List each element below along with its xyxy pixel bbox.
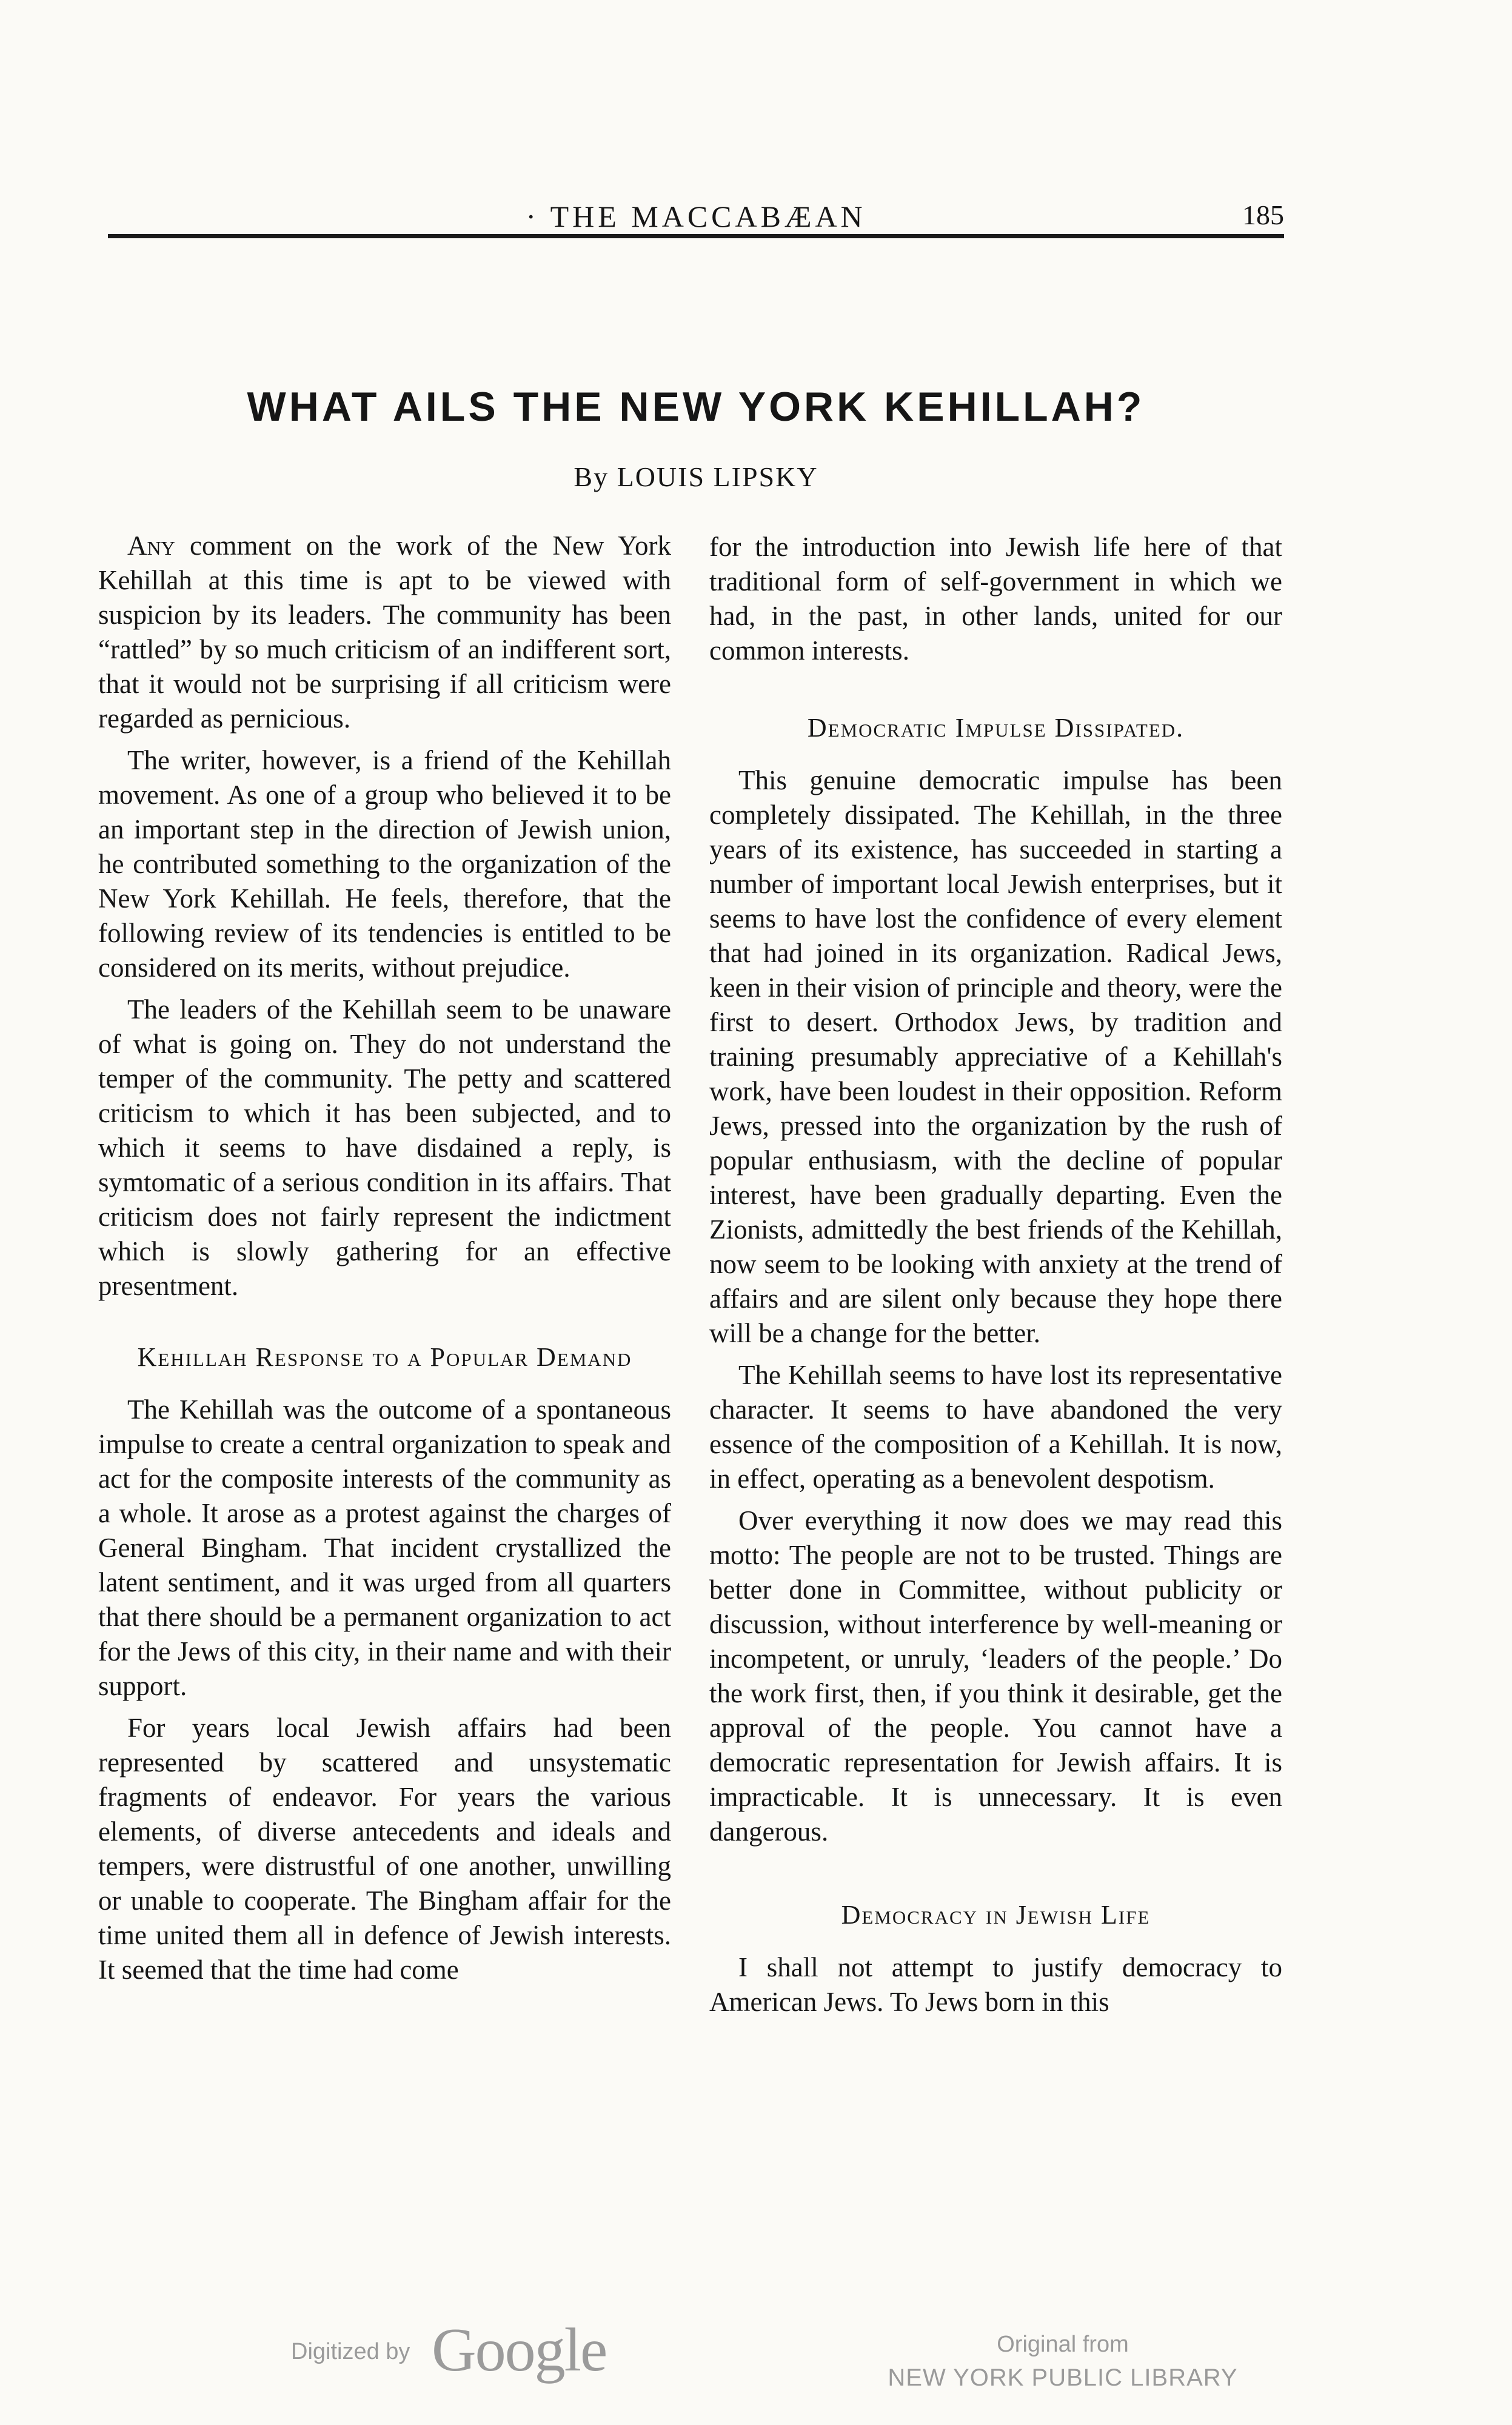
paragraph-text: comment on the work of the New York Kehillah at this time is apt to be viewed with suspicion by its leaders. The community has been “rattled” by so much criticism of an indifferent sort, that it would not be surprising if all criticism were regarded as pernicious. bbox=[98, 530, 671, 734]
header-rule bbox=[108, 234, 1284, 238]
library-name: NEW YORK PUBLIC LIBRARY bbox=[888, 2364, 1238, 2391]
original-from-label: Original from bbox=[997, 2332, 1129, 2357]
byline: By LOUIS LIPSKY bbox=[574, 461, 818, 492]
page-number: 185 bbox=[1242, 199, 1284, 230]
article-title: WHAT AILS THE NEW YORK KEHILLAH? bbox=[247, 384, 1145, 430]
paragraph: The Kehillah was the outcome of a spontaneous impulse to create a central organization to speak and act for the composite interests of the community as a whole. It arose as a protest against the charges of General Bingham. That incident crystallized the latent sentiment, and it was urged from all quarters that there should be a permanent organization to act for the Jews of this city, in their name and with their support. bbox=[98, 1394, 671, 1701]
section-heading: Democratic Impulse Dissipated. bbox=[807, 713, 1185, 743]
left-column bbox=[98, 529, 671, 1995]
paragraph: The writer, however, is a friend of the Kehillah movement. As one of a group who believed it to be an important step in the direction of Jewish union, he contributed something to the organization of the New York Kehillah. He feels, therefore, that the following review of its tendencies is entitled to be considered on its merits, without prejudice. bbox=[98, 745, 671, 983]
digitized-by-label: Digitized by bbox=[291, 2339, 410, 2364]
lead-word: Any bbox=[127, 530, 175, 561]
journal-title: · THE MACCABÆAN bbox=[526, 199, 866, 233]
paragraph: Over everything it now does we may read this motto: The people are not to be trusted. Things are better done in Committee, without publicity or discussion, without interference by well-meaning or incompetent, or unruly, ‘leaders of the people.’ Do the work first, then, if you think it desirable, get the approval of the people. You cannot have a democratic representation for Jewish affairs. It is impracticable. It is unnecessary. It is even dangerous. bbox=[709, 1505, 1282, 1847]
paragraph: The leaders of the Kehillah seem to be unaware of what is going on. They do not understand the temper of the community. The petty and scattered criticism to which it has been subjected, and to which it seems to have disdained a reply, is symtomatic of a serious condition in its affairs. That criticism does not fairly represent the indictment which is slowly gathering for an effective presentment. bbox=[98, 994, 671, 1301]
section-heading: Kehillah Response to a Popular Demand bbox=[137, 1342, 632, 1372]
paragraph: I shall not attempt to justify democracy to American Jews. To Jews born in this bbox=[709, 1952, 1282, 2017]
paragraph bbox=[98, 529, 671, 736]
section-heading: Democracy in Jewish Life bbox=[841, 1900, 1151, 1930]
google-logo: Google bbox=[432, 2316, 607, 2384]
paragraph: The Kehillah seems to have lost its representative character. It seems to have abandoned the very essence of the composition of a Kehillah. It is now, in effect, operating as a benevolent despotism. bbox=[709, 1360, 1282, 1494]
right-column bbox=[709, 530, 1282, 2027]
paragraph: for the introduction into Jewish life here of that traditional form of self-government in which we had, in the past, in other lands, united for our common interests. bbox=[709, 532, 1282, 666]
paragraph: This genuine democratic impulse has been completely dissipated. The Kehillah, in the three years of its existence, has succeeded in starting a number of important local Jewish enterprises, but it seems to have lost the confidence of every element that had joined in its organization. Radical Jews, keen in their vision of principle and theory, were the first to desert. Orthodox Jews, by tradition and training presumably appreciative of a Kehillah's work, have been loudest in their opposition. Reform Jews, pressed into the organization by the rush of popular enthusiasm, with the decline of popular interest, have been gradually departing. Even the Zionists, admittedly the best friends of the Kehillah, now seem to be looking with anxiety at the trend of affairs and are silent only because they hope there will be a change for the better. bbox=[709, 765, 1282, 1348]
paragraph: For years local Jewish affairs had been represented by scattered and unsystematic fragments of endeavor. For years the various elements, of diverse antecedents and ideals and tempers, were distrustful of one another, unwilling or unable to cooperate. The Bingham affair for the time united them all in defence of Jewish interests. It seemed that the time had come bbox=[98, 1713, 671, 1985]
